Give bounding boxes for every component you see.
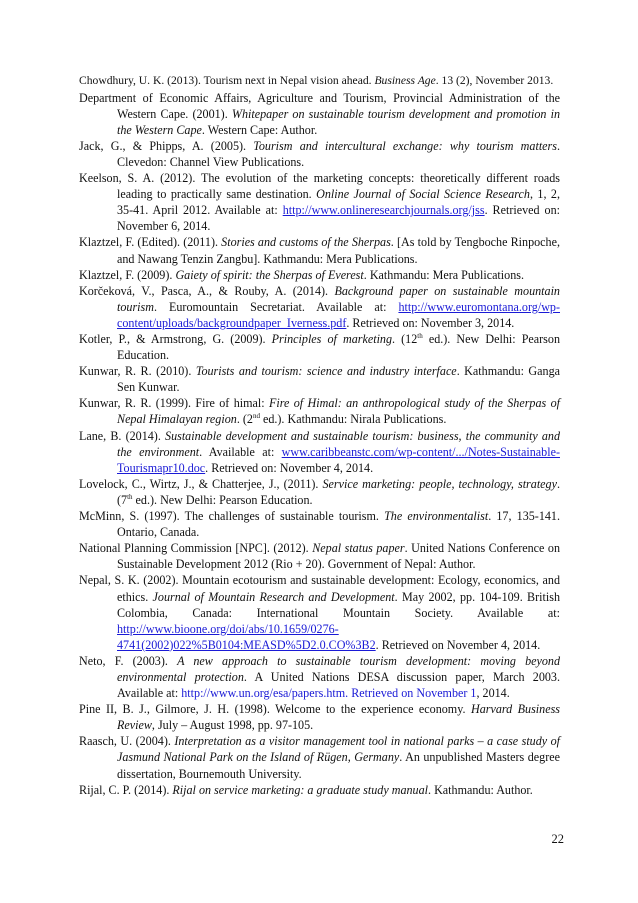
reference-source: Business Age [374,74,436,87]
reference-details: . Kathmandu: Ganga Sen Kunwar. [117,364,560,395]
reference-item [79,90,560,138]
reference-title: Sustainable development and sustainable tourism: business, the community and the environment [117,428,560,459]
reference-link[interactable]: http://www.onlineresearchjournals.org/jss [282,203,485,218]
reference-item [79,782,560,798]
reference-item [79,508,560,540]
reference-item [79,234,560,266]
reference-author: Jack, G., & Phipps, A. (2005). [79,138,254,153]
reference-details: . An unpublished Masters degree dissertation, Bournemouth University. [117,750,560,781]
reference-details: . Kathmandu: Mera Publications. [363,267,524,282]
reference-author: Korčeková, V., Pasca, A., & Rouby, A. (2014). [79,283,335,298]
reference-item [79,267,560,283]
reference-link[interactable]: http://www.un.org/esa/papers.htm. Retrieved on November 1 [181,686,477,701]
reference-author: Klaztzel, F. (2009). [79,267,176,282]
reference-author: Rijal, C. P. (2014). [79,782,173,797]
reference-author: Kotler, P., & Armstrong, G. (2009). [79,332,272,346]
reference-link[interactable]: http://www.bioone.org/doi/abs/10.1659/0276-4741(2002)022%5B0104:MEASD%5D2.0.CO%3B2 [117,621,376,652]
reference-details: . [As told by Tengboche Rinpoche, and Nawang Tenzin Zangbu]. Kathmandu: Mera Publications. [117,235,560,266]
reference-author: Klaztzel, F. (Edited). (2011). [79,235,222,250]
reference-item [79,363,560,395]
reference-retrieved: , 2014. [476,686,510,701]
reference-title: Rijal on service marketing: a graduate study manual [172,782,429,797]
reference-author: Neto, F. (2003). [79,653,178,668]
reference-item [79,653,560,701]
reference-title: Online Journal of Social Science Research [316,187,530,202]
reference-details: . 13 (2), November 2013. [435,74,554,87]
reference-list [79,73,560,798]
reference-publisher: ed.). New Delhi: Pearson Education. [117,332,560,363]
edition-superscript: nd [252,412,260,421]
reference-item [79,395,560,427]
reference-retrieved: . Retrieved on: November 3, 2014. [346,315,515,330]
reference-title: Interpretation as a visitor management tool in national parks – a case study of Jasmund National Park on the Island of Rügen, Germany [117,734,561,765]
reference-details: , July – August 1998, pp. 97-105. [151,718,314,733]
reference-author: National Planning Commission [NPC]. (2012). [79,541,313,556]
reference-retrieved: . Retrieved on November 4, 2014. [375,637,541,652]
reference-title: Stories and customs of the Sherpas [221,235,391,250]
reference-title: Background paper on sustainable mountain tourism [117,283,560,314]
reference-details: . (7 [117,476,560,507]
reference-author: Kunwar, R. R. (2010). [79,364,196,379]
reference-author: Pine II, B. J., Gilmore, J. H. (1998). Welcome to the experience economy. [79,702,471,717]
reference-title: Journal of Mountain Research and Development [152,589,395,604]
reference-item [79,170,560,234]
reference-title: Nepal status paper [312,541,405,556]
reference-item [79,73,560,89]
reference-item [79,572,560,652]
reference-author: McMinn, S. (1997). The challenges of sustainable tourism. [79,509,385,524]
page-number: 22 [551,832,564,846]
reference-details: . (12 [392,332,418,346]
reference-item [79,701,560,733]
reference-author: Raasch, U. (2004). [79,734,175,749]
reference-author: Chowdhury, U. K. (2013). Tourism next in Nepal vision ahead. [79,74,375,87]
reference-title: Service marketing: people, technology, strategy [322,476,557,491]
reference-title: Tourists and tourism: science and industry interface [195,364,457,379]
reference-details: . Kathmandu: Author. [428,782,533,797]
reference-link[interactable]: http://www.euromontana.org/wp-content/uploads/backgroundpaper_Iverness.pdf [117,299,560,330]
reference-title: Harvard Business Review [117,702,560,733]
reference-retrieved: . Retrieved on: November 6, 2014. [117,203,560,234]
reference-details: . 17, 135-141. Ontario, Canada. [117,509,560,540]
reference-item [79,138,560,170]
reference-title: Principles of marketing [271,332,393,346]
reference-details: . May 2002, pp. 104-109. British Colombia, Canada: International Mountain Society. Available at: [117,589,560,620]
reference-details: , 1, 2, 35-41. April 2012. Available at: [117,187,560,218]
reference-details: . Euromountain Secretariat. Available at: [153,299,399,314]
reference-title: Fire of Himal: an anthropological study of the Sherpas of Nepal Himalayan region [117,396,561,427]
reference-publisher: ed.). New Delhi: Pearson Education. [132,492,313,507]
reference-publisher: ed.). Kathmandu: Nirala Publications. [259,412,447,427]
reference-details: . Western Cape: Author. [201,122,318,137]
reference-author: Department of Economic Affairs, Agriculture and Tourism, Provincial Administration of the Western Cape. (2001). [79,90,560,121]
reference-item [79,733,560,781]
reference-author: Keelson, S. A. (2012). The evolution of the marketing concepts: theoretically different roads leading to practically same destination. [79,171,560,202]
reference-author: Lovelock, C., Wirtz, J., & Chatterjee, J., (2011). [79,476,323,491]
edition-superscript: th [127,492,133,501]
reference-details: . A United Nations DESA discussion paper, March 2003. Available at: [117,669,561,701]
reference-title: Gaiety of spirit: the Sherpas of Everest [175,267,364,282]
reference-title: A new approach to sustainable tourism development: moving beyond environmental protection [117,653,561,684]
reference-item [79,428,560,476]
edition-superscript: th [417,331,423,340]
reference-link[interactable]: www.caribbeanstc.com/wp-content/.../Notes-Sustainable-Tourismapr10.doc [117,444,560,475]
reference-title: Tourism and intercultural exchange: why tourism matters [253,138,557,153]
reference-details: . Available at: [199,444,282,459]
reference-details: . (2 [236,412,253,427]
reference-author: Kunwar, R. R. (1999). Fire of himal: [79,396,269,411]
reference-retrieved: . Retrieved on: November 4, 2014. [205,460,374,475]
reference-item [79,476,560,508]
reference-item [79,540,560,572]
reference-item [79,331,560,363]
reference-author: Lane, B. (2014). [79,428,166,443]
reference-details: . United Nations Conference on Sustainable Development 2012 (Rio + 20). Government of Nepal: Author. [117,541,560,572]
reference-author: Nepal, S. K. (2002). Mountain ecotourism and sustainable development: Ecology, economics, and ethics. [79,573,560,604]
reference-item [79,283,560,331]
reference-title: Whitepaper on sustainable tourism development and promotion in the Western Cape [117,106,561,137]
reference-title: The environmentalist [384,509,489,524]
reference-details: . Clevedon: Channel View Publications. [117,138,560,169]
